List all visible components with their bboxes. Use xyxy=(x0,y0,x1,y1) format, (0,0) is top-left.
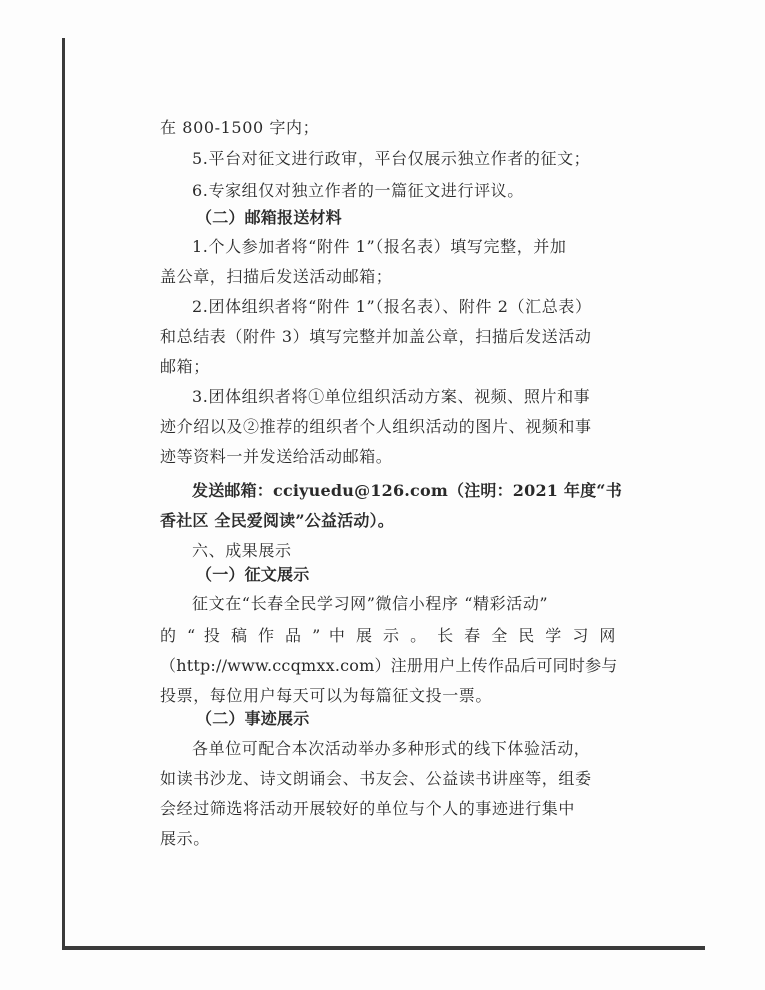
text-line: 和总结表（附件 3）填写完整并加盖公章，扫描后发送活动 xyxy=(160,327,592,346)
text-line: 2.团体组织者将“附件 1”（报名表）、附件 2（汇总表） xyxy=(192,297,592,316)
text-line: 5.平台对征文进行政审，平台仅展示独立作者的征文； xyxy=(192,149,591,168)
scan-edge-left xyxy=(62,38,65,950)
text-line: 迹介绍以及②推荐的组织者个人组织活动的图片、视频和事 xyxy=(160,417,592,436)
text-line: 如读书沙龙、诗文朗诵会、书友会、公益读书讲座等，组委 xyxy=(160,769,592,788)
text-line: 迹等资料一并发送给活动邮箱。 xyxy=(160,447,393,466)
text-line: 1.个人参加者将“附件 1”（报名表）填写完整，并加 xyxy=(192,237,567,256)
text-line: 展示。 xyxy=(160,829,210,848)
text-line: 的 “ 投 稿 作 品 ” 中 展 示 。 长 春 全 民 学 习 网 xyxy=(160,626,616,645)
section-heading: （二）事迹展示 xyxy=(196,709,310,728)
email-note: 香社区 全民爱阅读”公益活动）。 xyxy=(160,511,394,530)
text-line: 投票，每位用户每天可以为每篇征文投一票。 xyxy=(160,686,493,705)
text-line: 盖公章，扫描后发送活动邮箱； xyxy=(160,267,393,286)
text-line: 6.专家组仅对独立作者的一篇征文进行评议。 xyxy=(192,181,524,200)
text-line: 在 800-1500 字内； xyxy=(160,118,320,137)
scan-edge-bottom xyxy=(62,946,705,950)
text-line: 会经过筛选将活动开展较好的单位与个人的事迹进行集中 xyxy=(160,799,576,818)
text-line: 3.团体组织者将①单位组织活动方案、视频、照片和事 xyxy=(192,387,591,406)
section-heading: （一）征文展示 xyxy=(196,565,310,584)
text-line: 邮箱； xyxy=(160,357,210,376)
section-heading: 六、成果展示 xyxy=(192,541,292,560)
text-line: （http://www.ccqmxx.com）注册用户上传作品后可同时参与 xyxy=(160,656,618,675)
text-line: 各单位可配合本次活动举办多种形式的线下体验活动， xyxy=(192,739,591,758)
email-note: 发送邮箱：cciyuedu@126.com（注明：2021 年度“书 xyxy=(192,481,622,500)
section-heading: （二）邮箱报送材料 xyxy=(196,208,342,227)
text-line: 征文在“长春全民学习网”微信小程序 “精彩活动” xyxy=(192,594,549,613)
